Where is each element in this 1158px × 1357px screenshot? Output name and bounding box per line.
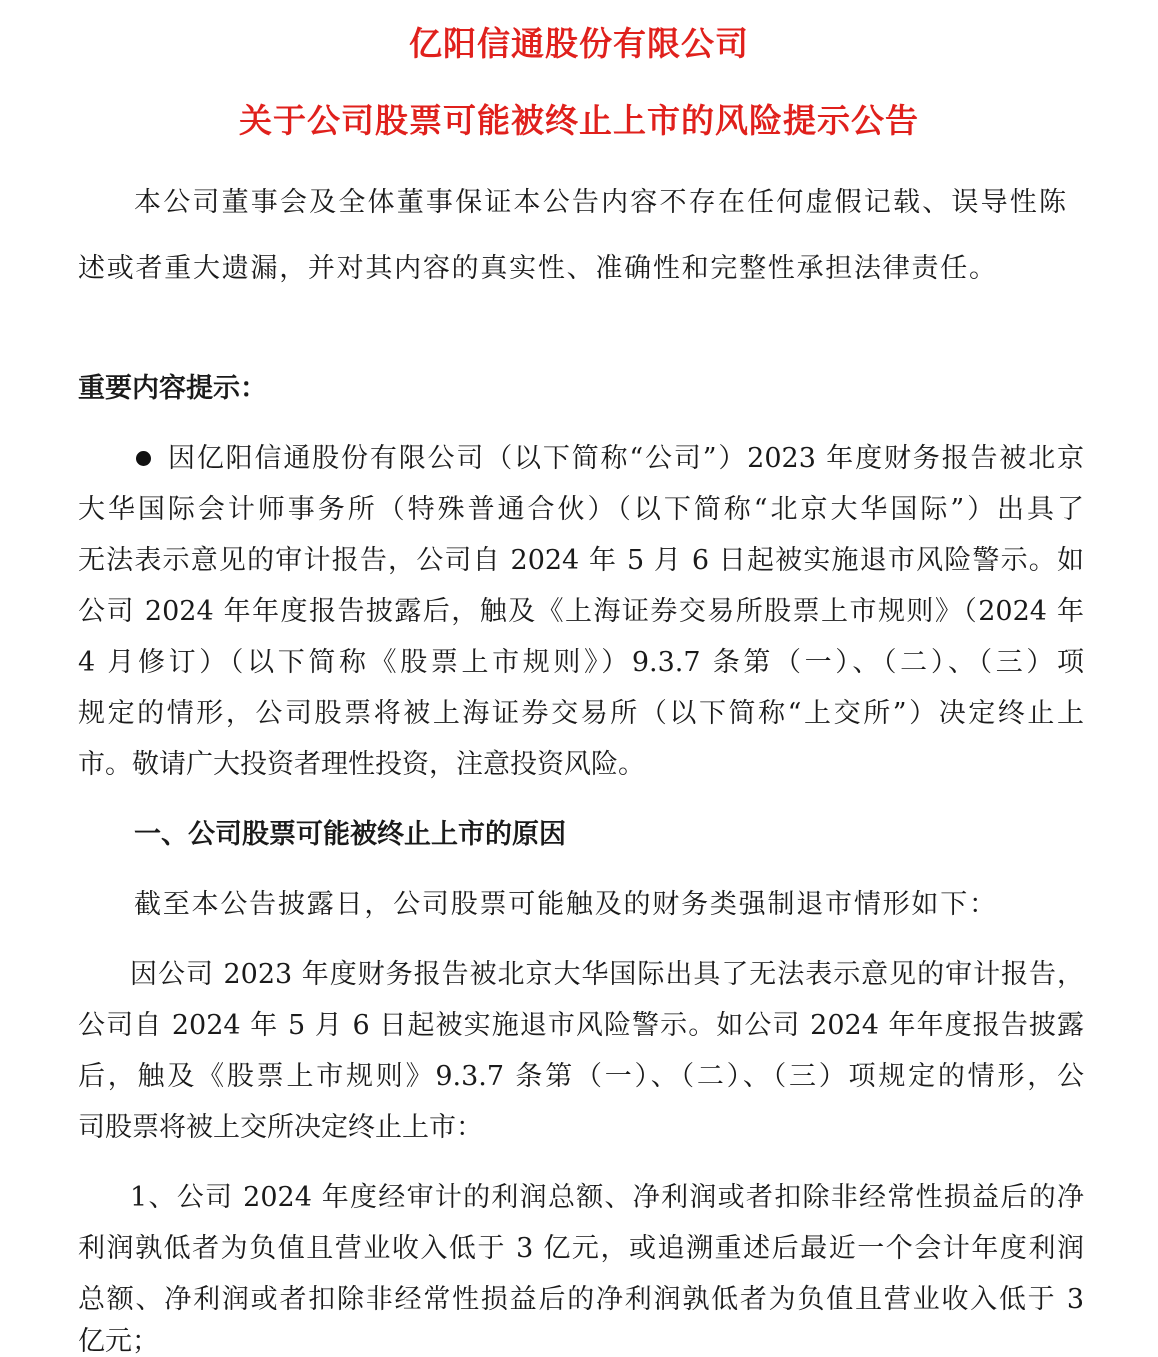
important-line-7: 市。敬请广大投资者理性投资，注意投资风险。 <box>78 749 645 780</box>
section-1-para-line-2: 公司自 2024 年 5 月 6 日起被实施退市风险警示。如公司 2024 年年度报告披露 <box>78 1010 1084 1041</box>
important-line-3: 无法表示意见的审计报告，公司自 2024 年 5 月 6 日起被实施退市风险警示。如 <box>78 545 1084 576</box>
statement-line-1: 本公司董事会及全体董事保证本公告内容不存在任何虚假记载、误导性陈 <box>134 187 1066 218</box>
important-line-1: 因亿阳信通股份有限公司（以下简称“公司”）2023 年度财务报告被北京 <box>168 443 1084 474</box>
section-1-heading: 一、公司股票可能被终止上市的原因 <box>134 819 566 850</box>
item-1-line-4: 亿元； <box>78 1326 159 1357</box>
item-1-line-3: 总额、净利润或者扣除非经常性损益后的净利润孰低者为负值且营业收入低于 3 <box>78 1284 1084 1315</box>
item-1-line-2: 利润孰低者为负值且营业收入低于 3 亿元，或追溯重述后最近一个会计年度利润 <box>78 1233 1084 1264</box>
important-line-4: 公司 2024 年年度报告披露后，触及《上海证券交易所股票上市规则》（2024 年 <box>78 596 1084 627</box>
section-1-intro: 截至本公告披露日，公司股票可能触及的财务类强制退市情形如下： <box>134 889 996 920</box>
section-1-para-line-1: 因公司 2023 年度财务报告被北京大华国际出具了无法表示意见的审计报告， <box>130 959 1084 990</box>
important-line-2: 大华国际会计师事务所（特殊普通合伙）（以下简称“北京大华国际”）出具了 <box>78 494 1084 525</box>
item-1-line-1: 1、公司 2024 年度经审计的利润总额、净利润或者扣除非经常性损益后的净 <box>130 1182 1084 1213</box>
important-line-6: 规定的情形，公司股票将被上海证券交易所（以下简称“上交所”）决定终止上 <box>78 698 1084 729</box>
section-1-para-line-3: 后，触及《股票上市规则》9.3.7 条第（一）、（二）、（三）项规定的情形，公 <box>78 1061 1084 1092</box>
statement-line-2: 述或者重大遗漏，并对其内容的真实性、准确性和完整性承担法律责任。 <box>78 253 996 284</box>
section-1-para-line-4: 司股票将被上交所决定终止上市： <box>78 1112 483 1143</box>
announcement-subject-title: 关于公司股票可能被终止上市的风险提示公告 <box>239 101 919 140</box>
important-line-5: 4 月修订）（以下简称《股票上市规则》）9.3.7 条第（一）、（二）、（三）项 <box>78 647 1084 678</box>
bullet-dot-icon <box>136 451 151 466</box>
important-heading: 重要内容提示： <box>78 373 267 404</box>
announcement-company-title: 亿阳信通股份有限公司 <box>409 24 749 63</box>
